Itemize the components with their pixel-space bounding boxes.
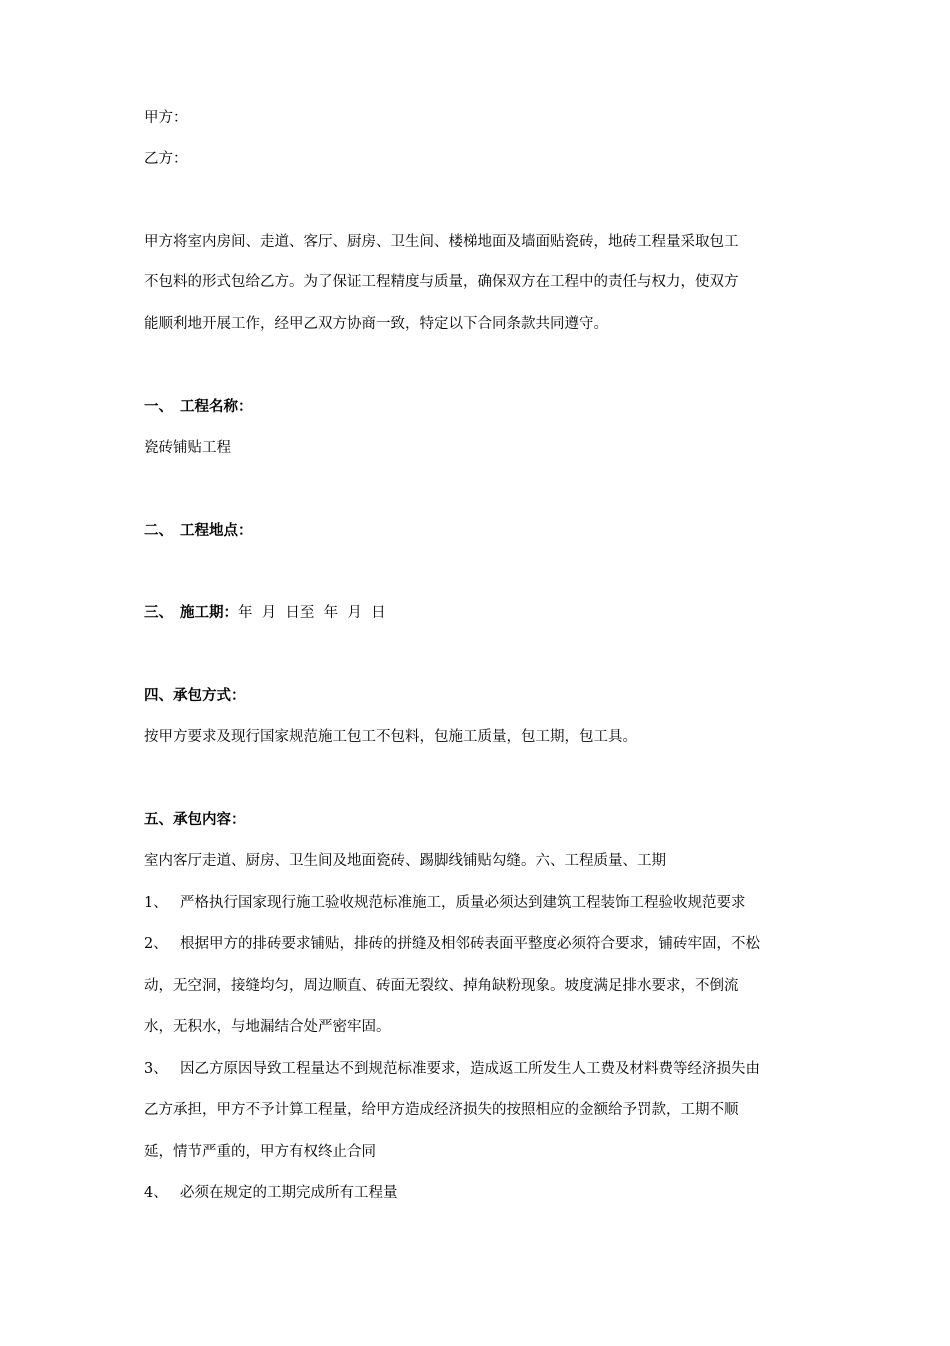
party-a-label: 甲方： (144, 110, 188, 126)
clause-4-number: 4、 (144, 1185, 168, 1201)
section-1-title: 工程名称： (180, 398, 253, 415)
section-2-title: 工程地点： (180, 522, 253, 539)
clause-2-text-line-2: 动，无空洞，接缝均匀，周边顺直、砖面无裂纹、掉角缺粉现象。坡度满足排水要求，不倒流 (144, 978, 739, 994)
intro-line-1: 甲方将室内房间、走道、客厅、厨房、卫生间、楼梯地面及墙面贴瓷砖，地砖工程量采取包工 (144, 234, 739, 250)
section-3-heading (144, 603, 386, 623)
clause-2-number: 2、 (144, 936, 168, 952)
section-1-number: 一、 (144, 398, 173, 415)
clause-1-text: 严格执行国家现行施工验收规范标准施工，质量必须达到建筑工程装饰工程验收规范要求 (180, 895, 746, 911)
clause-2-text-line-1: 根据甲方的排砖要求铺贴，排砖的拼缝及相邻砖表面平整度必须符合要求，铺砖牢固，不松 (180, 936, 760, 952)
party-b-label: 乙方： (144, 151, 188, 167)
clause-4-text: 必须在规定的工期完成所有工程量 (180, 1185, 398, 1201)
intro-line-2: 不包料的形式包给乙方。为了保证工程精度与质量，确保双方在工程中的责任与权力，使双方 (144, 274, 739, 290)
section-3-number: 三、 (144, 604, 173, 621)
section-2-number: 二、 (144, 522, 173, 539)
section-4-heading: 四、承包方式： (144, 687, 246, 704)
intro-line-3: 能顺利地开展工作，经甲乙双方协商一致，特定以下合同条款共同遵守。 (144, 316, 608, 332)
section-4-body: 按甲方要求及现行国家规范施工包工不包料，包施工质量，包工期，包工具。 (144, 729, 637, 745)
section-5-body: 室内客厅走道、厨房、卫生间及地面瓷砖、踢脚线铺贴勾缝。六、工程质量、工期 (144, 853, 666, 869)
clause-2 (144, 934, 760, 954)
clause-4 (144, 1183, 398, 1203)
clause-3-number: 3、 (144, 1061, 168, 1077)
clause-3 (144, 1059, 760, 1079)
section-5-heading: 五、承包内容： (144, 811, 246, 828)
section-2-heading (144, 521, 253, 541)
section-3-title: 施工期： (180, 604, 238, 621)
clause-3-text-line-3: 延，情节严重的，甲方有权终止合同 (144, 1144, 376, 1160)
clause-3-text-line-2: 乙方承担，甲方不予计算工程量，给甲方造成经济损失的按照相应的金额给予罚款，工期不顺 (144, 1102, 739, 1118)
clause-3-text-line-1: 因乙方原因导致工程量达不到规范标准要求，造成返工所发生人工费及材料费等经济损失由 (180, 1061, 760, 1077)
clause-2-text-line-3: 水，无积水，与地漏结合处严密牢固。 (144, 1019, 391, 1035)
construction-period-value: 年 月 日至 年 月 日 (238, 605, 386, 621)
clause-1-number: 1、 (144, 895, 168, 911)
section-1-body: 瓷砖铺贴工程 (144, 440, 231, 456)
section-1-heading (144, 397, 253, 417)
clause-1 (144, 893, 746, 913)
